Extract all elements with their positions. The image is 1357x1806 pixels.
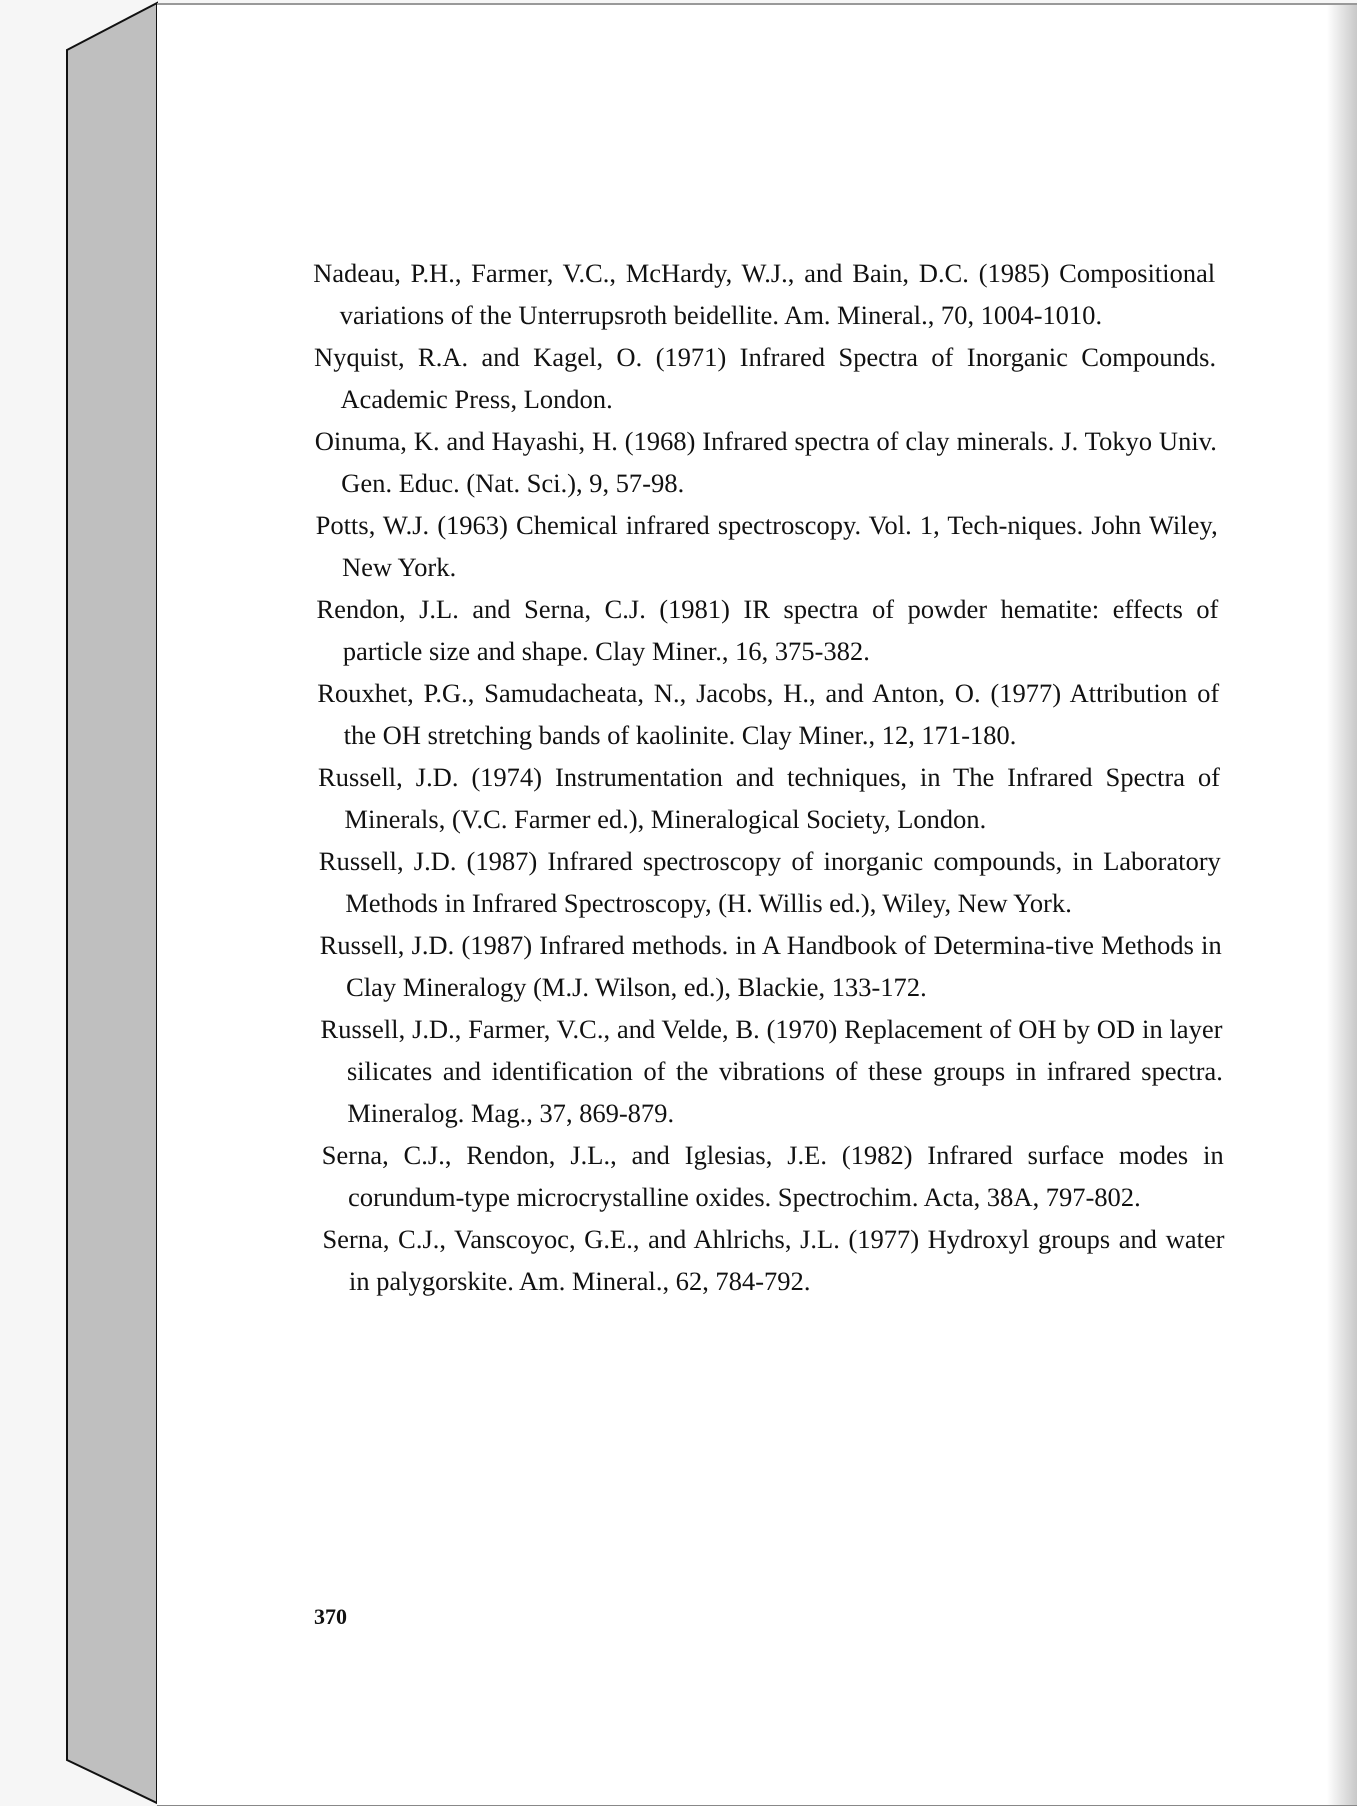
reference-entry: Russell, J.D. (1974) Instrumentation and techniques, in The Infrared Spectra of Minerals, (V.C. Farmer ed.), Mineralogical Society, London. [317,762,1221,834]
reference-entry: Oinuma, K. and Hayashi, H. (1968) Infrared spectra of clay minerals. J. Tokyo Univ. Gen. Educ. (Nat. Sci.), 9, 57-98. [314,426,1217,498]
reference-list [313,252,1225,1302]
reference-entry: Nyquist, R.A. and Kagel, O. (1971) Infrared Spectra of Inorganic Compounds. Academic Press, London. [313,342,1217,414]
book-spine [0,0,160,1806]
reference-entry: Serna, C.J., Rendon, J.L., and Iglesias, J.E. (1982) Infrared surface modes in corundum-type microcrystalline oxides. Spectrochim. Acta, 38A, 797-802. [321,1140,1224,1212]
reference-entry: Rendon, J.L. and Serna, C.J. (1981) IR spectra of powder hematite: effects of particle size and shape. Clay Miner., 16, 375-382. [316,594,1219,666]
reference-entry: Nadeau, P.H., Farmer, V.C., McHardy, W.J., and Bain, D.C. (1985) Compositional variations of the Unterrupsroth beidellite. Am. Mineral., 70, 1004-1010. [313,258,1216,330]
reference-entry: Rouxhet, P.G., Samudacheata, N., Jacobs, H., and Anton, O. (1977) Attribution of the OH stretching bands of kaolinite. Clay Miner., 12, 171-180. [317,678,1220,750]
reference-entry: Russell, J.D. (1987) Infrared methods. in A Handbook of Determina-tive Methods in Clay Mineralogy (M.J. Wilson, ed.), Blackie, 133-172. [319,930,1222,1002]
reference-entry: Serna, C.J., Vanscoyoc, G.E., and Ahlrichs, J.L. (1977) Hydroxyl groups and water in palygorskite. Am. Mineral., 62, 784-792. [322,1224,1225,1296]
reference-entry: Russell, J.D., Farmer, V.C., and Velde, B. (1970) Replacement of OH by OD in layer silicates and identification of the vibrations of these groups in infrared spectra. Mineralog. Mag., 37, 869-879. [320,1014,1224,1128]
reference-entry: Russell, J.D. (1987) Infrared spectroscopy of inorganic compounds, in Laboratory Methods in Infrared Spectroscopy, (H. Willis ed.), Wiley, New York. [318,846,1221,918]
page-number: 370 [314,1604,347,1629]
reference-entry: Potts, W.J. (1963) Chemical infrared spectroscopy. Vol. 1, Tech-niques. John Wiley, New York. [315,510,1218,582]
